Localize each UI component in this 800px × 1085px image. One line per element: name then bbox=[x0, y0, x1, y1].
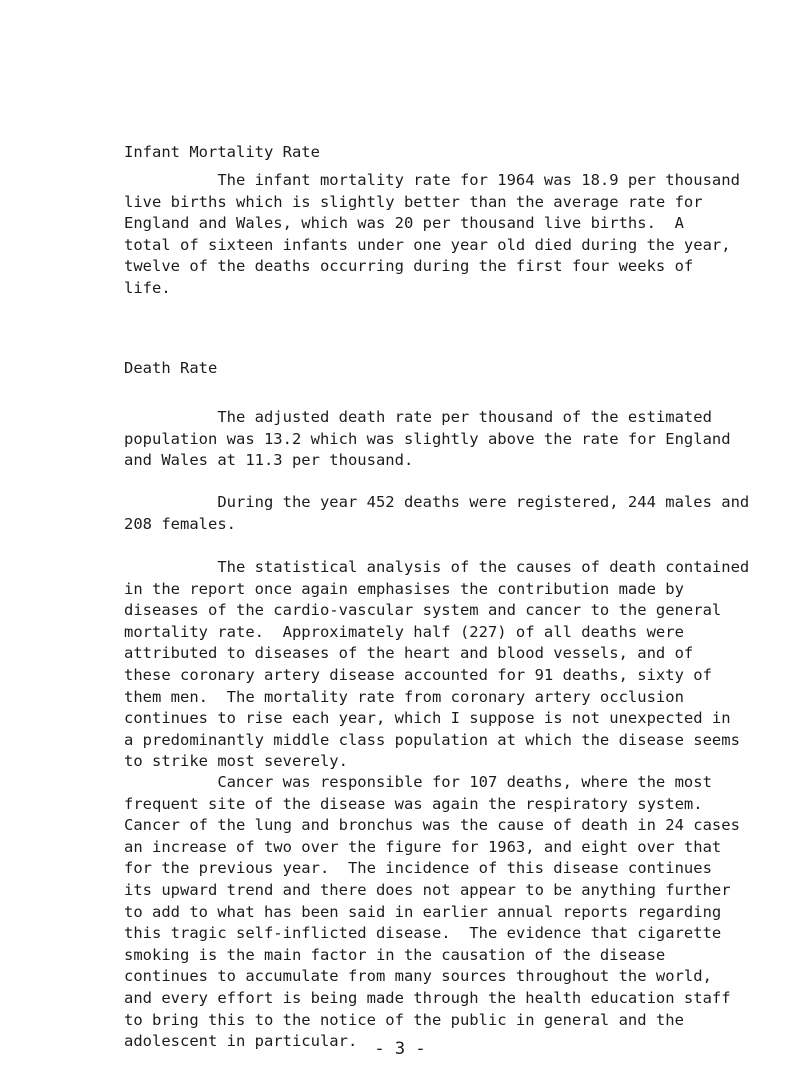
text-line: The statistical analysis of the causes of death contained bbox=[124, 558, 750, 576]
text-line: twelve of the deaths occurring during the first four weeks of bbox=[124, 257, 694, 276]
paragraph-cancer bbox=[124, 772, 784, 1053]
text-line: for the previous year. The incidence of this disease continues bbox=[124, 859, 712, 878]
text-line: mortality rate. Approximately half (227) of all deaths were bbox=[124, 622, 684, 641]
text-line: adolescent in particular. bbox=[124, 1032, 358, 1051]
text-line: to add to what has been said in earlier annual reports regarding bbox=[124, 902, 722, 921]
paragraph-deaths-registered bbox=[124, 492, 784, 535]
text-line: continues to rise each year, which I suppose is not unexpected in bbox=[124, 709, 731, 728]
text-line: The infant mortality rate for 1964 was 18.9 per thousand bbox=[124, 171, 740, 189]
paragraph-infant-mortality bbox=[124, 170, 784, 300]
text-line: population was 13.2 which was slightly above the rate for England bbox=[124, 429, 731, 448]
text-line: smoking is the main factor in the causation of the disease bbox=[124, 945, 666, 964]
section-heading-death-rate: Death Rate bbox=[124, 359, 218, 377]
text-line: an increase of two over the figure for 1963, and eight over that bbox=[124, 837, 722, 856]
text-line: attributed to diseases of the heart and blood vessels, and of bbox=[124, 644, 694, 663]
text-line: its upward trend and there does not appear to be anything further bbox=[124, 880, 731, 899]
page-number: - 3 - bbox=[374, 1039, 426, 1059]
text-line: life. bbox=[124, 278, 171, 297]
text-line: During the year 452 deaths were registered, 244 males and bbox=[124, 493, 750, 511]
text-line: a predominantly middle class population at which the disease seems bbox=[124, 730, 740, 749]
text-line: these coronary artery disease accounted for 91 deaths, sixty of bbox=[124, 665, 712, 684]
text-line: 208 females. bbox=[124, 514, 236, 533]
text-line: Cancer of the lung and bronchus was the cause of death in 24 cases bbox=[124, 816, 740, 835]
paragraph-causes-of-death bbox=[124, 557, 784, 773]
text-line: frequent site of the disease was again the respiratory system. bbox=[124, 794, 703, 813]
text-line: to bring this to the notice of the public in general and the bbox=[124, 1010, 684, 1029]
text-line: this tragic self-inflicted disease. The evidence that cigarette bbox=[124, 924, 722, 943]
text-line: diseases of the cardio-vascular system and cancer to the general bbox=[124, 601, 722, 620]
text-line: Cancer was responsible for 107 deaths, where the most bbox=[124, 773, 712, 791]
text-line: to strike most severely. bbox=[124, 752, 348, 771]
text-line: live births which is slightly better than the average rate for bbox=[124, 192, 703, 211]
text-line: England and Wales, which was 20 per thousand live births. A bbox=[124, 214, 684, 233]
paragraph-death-rate bbox=[124, 407, 784, 472]
text-line: them men. The mortality rate from coronary artery occlusion bbox=[124, 687, 684, 706]
text-line: in the report once again emphasises the contribution made by bbox=[124, 579, 684, 598]
text-line: total of sixteen infants under one year old died during the year, bbox=[124, 235, 731, 254]
text-line: The adjusted death rate per thousand of the estimated bbox=[124, 408, 712, 426]
text-line: and Wales at 11.3 per thousand. bbox=[124, 451, 414, 470]
text-line: continues to accumulate from many sources throughout the world, bbox=[124, 967, 712, 986]
section-heading-infant-mortality: Infant Mortality Rate bbox=[124, 143, 320, 161]
text-line: and every effort is being made through the health education staff bbox=[124, 988, 731, 1007]
